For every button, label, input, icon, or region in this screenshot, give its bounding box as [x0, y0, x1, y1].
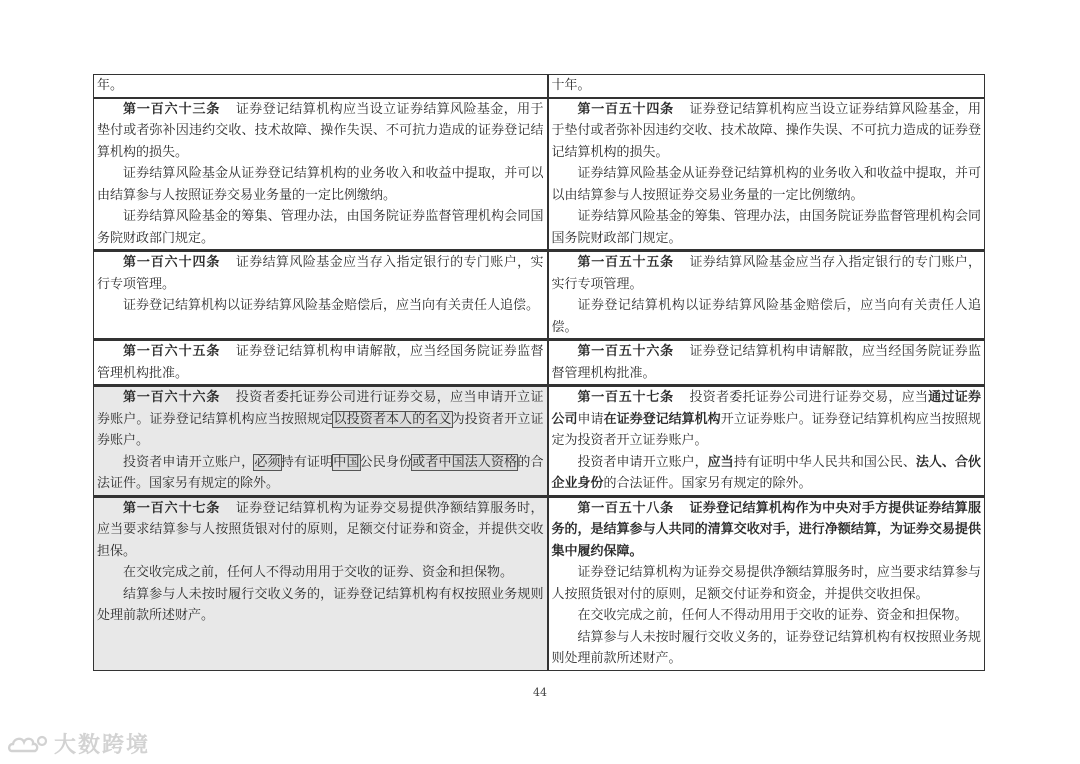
- highlighted-text: 以投资者本人的名义: [333, 411, 452, 427]
- article-number: 第一百六十七条: [123, 500, 221, 516]
- table-row: [94, 340, 985, 386]
- paragraph-text: 证券结算风险基金从证券登记结算机构的业务收入和收益中提取，并可以由结算参与人按照证券交易业务量的一定比例缴纳。: [97, 166, 544, 203]
- article-number: 第一百五十七条: [577, 390, 674, 405]
- bold-text: 在证券登记结算机构: [603, 411, 721, 427]
- text-run: 的合法证件。国家另有规定的除外。: [603, 476, 812, 491]
- paragraph-text: 证券登记结算机构应当设立证券结算风险基金，用于垫付或者弥补因违约交收、技术故障、操作失误、不可抗力造成的证券登记结算机构的损失。: [551, 101, 981, 160]
- paragraph: [552, 341, 982, 384]
- paragraph: [97, 252, 544, 295]
- old-law-cell: [94, 75, 548, 98]
- text-run: 开立证券账户。证券登记结算机构应当按照规定为投资者开立证券账户。: [551, 411, 981, 448]
- paragraph: [552, 562, 982, 605]
- old-law-cell: [94, 340, 548, 386]
- paragraph: [552, 452, 982, 495]
- paragraph-text: 证券结算风险基金从证券登记结算机构的业务收入和收益中提取，并可以由结算参与人按照证券交易业务量的一定比例缴纳。: [551, 166, 981, 203]
- paragraph-text: 证券登记结算机构为证券交易提供净额结算服务时，应当要求结算参与人按照货银对付的原则，足额交付证券和资金，并提供交收担保。: [97, 500, 544, 559]
- paragraph-text: 证券登记结算机构申请解散，应当经国务院证券监督管理机构批准。: [551, 344, 981, 381]
- article-number: 第一百六十四条: [123, 255, 221, 270]
- paragraph-text: 结算参与人未按时履行交收义务的，证券登记结算机构有权按照业务规则处理前款所述财产。: [97, 586, 544, 623]
- old-law-cell: [94, 386, 548, 497]
- text-run: 的合法证件。国家另有规定的除外。: [97, 454, 544, 491]
- paragraph: [97, 584, 544, 627]
- paragraph: [97, 163, 544, 206]
- new-law-cell: [548, 251, 985, 340]
- table-row: [94, 98, 985, 251]
- paragraph: [552, 295, 982, 338]
- paragraph-text: 证券结算风险基金的筹集、管理办法，由国务院证券监督管理机构会同国务院财政部门规定。: [97, 209, 544, 246]
- table-row: [94, 386, 985, 497]
- paragraph-text: 证券结算风险基金应当存入指定银行的专门账户，实行专项管理。: [97, 255, 544, 292]
- paragraph: [552, 627, 982, 670]
- text-run: 投资者委托证券公司进行证券交易，应当申请开立证券账户。证券登记结算机构应当按照规定: [97, 390, 544, 427]
- paragraph: [97, 99, 544, 164]
- paragraph-text: 年。: [97, 78, 124, 93]
- text-run: 投资者委托证券公司进行证券交易，应当: [689, 390, 929, 405]
- paragraph-text: 证券登记结算机构申请解散，应当经国务院证券监督管理机构批准。: [97, 344, 544, 381]
- paragraph-text: 证券结算风险基金应当存入指定银行的专门账户，实行专项管理。: [551, 255, 981, 292]
- new-law-cell: [548, 340, 985, 386]
- paragraph: [97, 498, 544, 563]
- paragraph: [552, 387, 982, 452]
- comparison-table: [93, 74, 985, 671]
- table-row: [94, 251, 985, 340]
- highlighted-text: 或者中国法人资格: [412, 454, 518, 470]
- bold-text: 通过证券公司: [551, 390, 981, 427]
- highlighted-text: 中国: [333, 454, 360, 470]
- paragraph-text: 证券结算风险基金的筹集、管理办法，由国务院证券监督管理机构会同国务院财政部门规定。: [551, 209, 981, 246]
- paragraph: [552, 252, 982, 295]
- paragraph: [97, 562, 544, 584]
- paragraph-text: 证券登记结算机构以证券结算风险基金赔偿后，应当向有关责任人追偿。: [551, 298, 981, 335]
- highlighted-text: 必须: [254, 454, 281, 470]
- paragraph: [552, 605, 982, 627]
- paragraph-text: 证券登记结算机构为证券交易提供净额结算服务时，应当要求结算参与人按照货银对付的原则，足额交付证券和资金，并提供交收担保。: [551, 565, 981, 602]
- table-row: [94, 496, 985, 670]
- article-number: 第一百五十六条: [577, 344, 674, 359]
- paragraph: [552, 75, 982, 97]
- text-run: 投资者申请开立账户，: [123, 454, 255, 470]
- bold-text: 证券登记结算机构作为中央对手方提供证券结算服务的，是结算参与人共同的清算交收对手，进行净额结算，为证券交易提供集中履约保障。: [551, 500, 981, 559]
- text-run: 公民身份: [359, 454, 413, 470]
- paragraph: [552, 498, 982, 563]
- paragraph-text: 十年。: [551, 78, 591, 93]
- paragraph: [552, 99, 982, 164]
- text-run: 持有证明: [280, 454, 334, 470]
- new-law-cell: [548, 98, 985, 251]
- watermark: [6, 728, 150, 759]
- new-law-cell: [548, 386, 985, 497]
- article-number: 第一百六十五条: [123, 344, 221, 359]
- new-law-cell: [548, 75, 985, 98]
- paragraph-text: 结算参与人未按时履行交收义务的，证券登记结算机构有权按照业务规则处理前款所述财产。: [551, 629, 981, 666]
- paragraph-text: 证券登记结算机构以证券结算风险基金赔偿后，应当向有关责任人追偿。: [123, 298, 540, 313]
- text-run: 持有证明中华人民共和国公民、: [733, 454, 916, 470]
- paragraph: [97, 452, 544, 495]
- watermark-text: 大数跨境: [54, 733, 151, 758]
- new-law-cell: [548, 496, 985, 670]
- paragraph-text: 证券登记结算机构应当设立证券结算风险基金，用于垫付或者弥补因违约交收、技术故障、操作失误、不可抗力造成的证券登记结算机构的损失。: [97, 101, 544, 160]
- paragraph: [97, 75, 544, 97]
- paragraph: [552, 206, 982, 249]
- paragraph-text: 在交收完成之前，任何人不得动用用于交收的证券、资金和担保物。: [123, 565, 514, 580]
- text-run: 申请: [577, 411, 604, 427]
- paragraph: [97, 387, 544, 452]
- table-row: [94, 75, 985, 98]
- bold-text: 法人、合伙企业身份: [551, 454, 981, 491]
- paragraph: [552, 163, 982, 206]
- paragraph: [97, 206, 544, 249]
- bold-text: 应当: [707, 454, 734, 470]
- paragraph: [97, 295, 544, 317]
- article-number: 第一百六十六条: [123, 390, 221, 405]
- article-number: 第一百五十八条: [577, 500, 674, 516]
- article-number: 第一百五十五条: [577, 255, 674, 270]
- cloud-logo-icon: [6, 731, 50, 757]
- paragraph-text: 在交收完成之前，任何人不得动用用于交收的证券、资金和担保物。: [577, 608, 968, 623]
- article-number: 第一百六十三条: [123, 101, 221, 117]
- old-law-cell: [94, 98, 548, 251]
- page-number: 44: [533, 686, 547, 699]
- old-law-cell: [94, 251, 548, 340]
- text-run: 为投资者开立证券账户。: [97, 411, 544, 448]
- paragraph: [97, 341, 544, 384]
- text-run: 投资者申请开立账户，: [577, 454, 708, 470]
- old-law-cell: [94, 496, 548, 670]
- article-number: 第一百五十四条: [577, 101, 674, 117]
